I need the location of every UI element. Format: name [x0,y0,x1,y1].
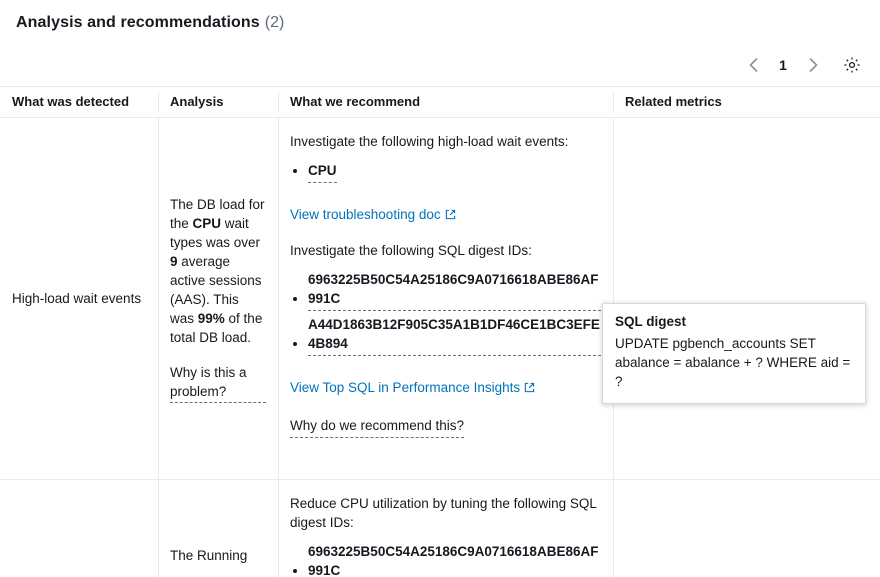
cell-detected [0,480,158,577]
list-item [308,315,601,356]
column-header-analysis[interactable]: Analysis [158,86,278,118]
sql-digest-id-1[interactable]: 6963225B50C54A25186C9A0716618ABE86AF991C [308,542,601,577]
sql-digest-list [290,542,601,577]
wait-event-cpu[interactable]: CPU [308,161,337,183]
why-do-we-recommend-this-link[interactable]: Why do we recommend this? [290,416,464,438]
cell-recommendations [278,480,613,577]
column-header-metrics[interactable]: Related metrics [613,86,880,118]
recommend-lead-wait-events: Investigate the following high-load wait events: [290,134,569,149]
view-top-sql-link[interactable] [290,378,535,398]
sql-digest-id-2[interactable]: A44D1863B12F905C35A1B1DF46CE1BC3EFE4B894 [308,315,601,356]
external-link-icon [524,379,535,398]
table-header-row [0,86,880,118]
pagination [738,50,868,80]
recommend-lead-sql-digests: Investigate the following SQL digest IDs: [290,243,532,258]
page-number-1[interactable]: 1 [779,57,787,73]
wait-event-list [290,161,601,183]
cell-analysis [158,480,278,577]
column-header-recommend[interactable]: What we recommend [278,86,613,118]
view-top-sql-label: View Top SQL in Performance Insights [290,380,521,395]
analysis-text: The DB load for the CPU wait types was over 9 average active sessions (AAS). This was 99% of the total DB load. [170,196,265,345]
cell-related-metrics [613,480,880,577]
tooltip-body: UPDATE pgbench_accounts SET abalance = abalance + ? WHERE aid = ? [615,336,851,389]
gear-icon[interactable] [836,50,868,80]
chevron-left-icon[interactable] [738,50,768,80]
cell-related-metrics [613,118,880,479]
list-item [308,270,601,311]
column-header-detected[interactable]: What was detected [12,94,130,109]
external-link-icon [445,206,456,225]
sql-digest-list [290,270,601,356]
table-row [0,118,880,480]
why-is-this-a-problem-link[interactable]: Why is this a problem? [170,363,266,403]
result-count: (2) [264,14,285,31]
detected-label: High-load wait events [12,291,142,306]
recommend-lead-cpu-tuning: Reduce CPU utilization by tuning the following SQL digest IDs: [290,496,597,530]
view-troubleshooting-doc-link[interactable] [290,205,456,225]
sql-digest-tooltip [602,303,866,404]
cell-analysis [158,118,278,479]
chevron-right-icon[interactable] [798,50,828,80]
view-troubleshooting-doc-label: View troubleshooting doc [290,207,441,222]
analysis-text: The Running [170,548,248,563]
list-item [308,161,601,183]
cell-detected [0,118,158,479]
list-item [308,542,601,577]
cell-recommendations [278,118,613,479]
sql-digest-id-1[interactable]: 6963225B50C54A25186C9A0716618ABE86AF991C [308,270,601,311]
tooltip-title: SQL digest [615,314,687,329]
page-title: Analysis and recommendations [16,14,260,31]
table-row [0,480,880,577]
panel-header [0,0,880,86]
